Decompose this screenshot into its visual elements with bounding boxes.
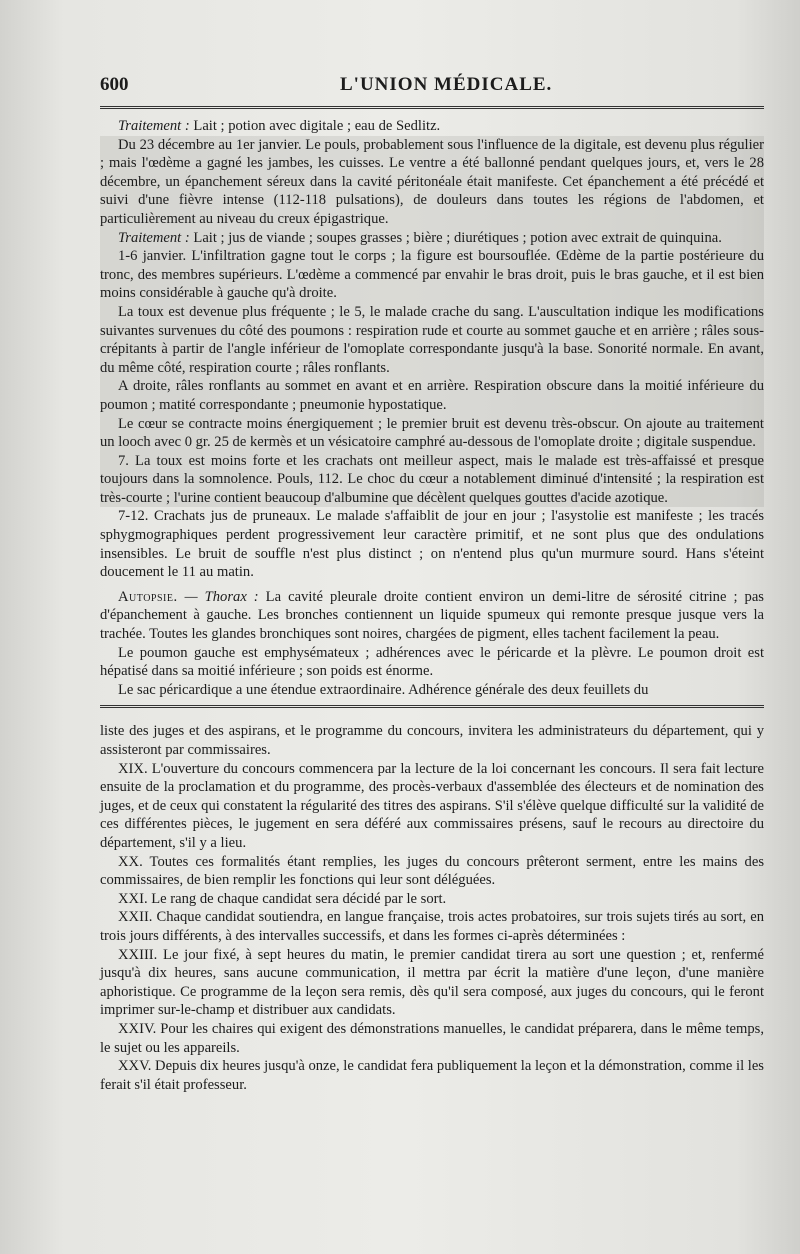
header-rule [100, 106, 764, 109]
paragraph [100, 377, 764, 414]
article-text: XIX. L'ouverture du concours commencera par la lecture de la loi concernant les concours. Il sera fait lecture ensuite de la proclamation et du programme, des procès-verbaux d'assemblée des électeurs et de nomination des juges, et de ceux qui constatent la régularité des titres des aspirans. S'il s'élève quelque difficulté sur la validité de ces différentes pièces, le jugement en sera déféré aux commissaires présens, sauf le recours au directoire du département, s'il y a lieu. [100, 760, 764, 851]
case-report-paragraphs [100, 117, 764, 582]
paragraph [100, 247, 764, 303]
decree-paragraphs [100, 722, 764, 1094]
section-divider [100, 705, 764, 708]
paragraph [100, 588, 764, 644]
page-number: 600 [100, 74, 129, 95]
page-header [100, 70, 764, 100]
paragraph-text: 7. La toux est moins forte et les crachats ont meilleur aspect, mais le malade est très-affaissé et presque toujours dans la somnolence. Pouls, 112. Le choc du cœur a notablement diminué d'intensité ; la respiration est très-courte ; l'urine contient beaucoup d'albumine que décèlent quelques gouttes d'acide azotique. [100, 452, 764, 506]
article-paragraph [100, 908, 764, 945]
paragraph [100, 644, 764, 681]
paragraph [100, 507, 764, 581]
article-text: XXI. Le rang de chaque candidat sera décidé par le sort. [118, 890, 447, 907]
article-text: XXIV. Pour les chaires qui exigent des démonstrations manuelles, le candidat préparera, dans le même temps, le sujet ou les appareils. [100, 1020, 764, 1056]
article-text: XX. Toutes ces formalités étant remplies, les juges du concours prêteront serment, entre les mains des commissaires, de bien remplir les fonctions qui leur sont déléguées. [100, 853, 764, 889]
paragraph-text: Le cœur se contracte moins énergiquement ; le premier bruit est devenu très-obscur. On ajoute au traitement un looch avec 0 gr. 25 de kermès et un vésicatoire camphré au-dessous de l'omoplate droite ; digitale suspendue. [100, 415, 764, 451]
article-text: XXV. Depuis dix heures jusqu'à onze, le candidat fera publiquement la leçon et la démonstration, comme il les ferait s'il était professeur. [100, 1058, 764, 1093]
decree-section [100, 722, 764, 1094]
article-paragraph [100, 722, 764, 759]
paragraph-text: Lait ; potion avec digitale ; eau de Sedlitz. [189, 118, 441, 134]
running-title: L'UNION MÉDICALE. [340, 74, 553, 95]
case-report-section [100, 117, 764, 699]
treatment-label: Traitement : [118, 229, 190, 246]
paragraph-text: A droite, râles ronflants au sommet en avant et en arrière. Respiration obscure dans la moitié inférieure du poumon ; matité correspondante ; pneumonie hypostatique. [100, 378, 764, 413]
autopsy-label: Autopsie. [118, 588, 178, 605]
article-text: liste des juges et des aspirans, et le programme du concours, invitera les administrateurs du département, qui y assisteront par commissaires. [100, 723, 764, 758]
paragraph-text: La toux est devenue plus fréquente ; le 5, le malade crache du sang. L'auscultation indique les modifications suivantes survenues du côté des poumons : respiration rude et courte au sommet gauche et en arrière ; râles sous-crépitants à partir de l'angle inférieur de l'omoplate correspondante jusqu'à la base. Sonorité normale. En avant, du même côté, respiration courte ; râles ronflants. [100, 303, 764, 376]
paragraph-text: Lait ; jus de viande ; soupes grasses ; bière ; diurétiques ; potion avec extrait de quinquina. [189, 229, 722, 246]
article-text: XXII. Chaque candidat soutiendra, en langue française, trois actes probatoires, sur trois sujets tirés au sort, en trois jours différents, à des intervalles successifs, et dans les formes ci-après déterminées : [100, 909, 764, 944]
paragraph [100, 415, 764, 452]
paragraph-text: Le poumon gauche est emphysémateux ; adhérences avec le péricarde et la plèvre. Le poumon droit est hépatisé dans sa moitié inférieure ; son poids est énorme. [100, 644, 764, 680]
thorax-label: — Thorax : [177, 588, 259, 605]
article-paragraph [100, 946, 764, 1020]
paragraph-text: Le sac péricardique a une étendue extraordinaire. Adhérence générale des deux feuillets du [118, 681, 649, 698]
paragraph-text: La cavité pleurale droite contient environ un demi-litre de sérosité citrine ; pas d'épanchement à gauche. Les bronches contiennent un liquide spumeux qui remonte presque jusque vers la trachée. Toutes les glandes bronchiques sont noires, chargées de pigment, elles tachent facilement la peau. [100, 588, 764, 643]
article-text: XXIII. Le jour fixé, à sept heures du matin, le premier candidat tirera au sort une question ; et, renfermé jusqu'à dix heures, sans aucune communication, il mettra par écrit la matière d'une leçon, d'une manière aphoristique. Ce programme de la leçon sera remis, dès qu'il sera composé, aux juges du concours, qui le feront imprimer sur-le-champ et distribuer aux candidats. [100, 946, 764, 1019]
paragraph [100, 229, 764, 248]
paragraph [100, 136, 764, 229]
article-paragraph [100, 853, 764, 890]
article-paragraph [100, 1020, 764, 1057]
article-paragraph [100, 760, 764, 853]
paragraph-text: 1-6 janvier. L'infiltration gagne tout le corps ; la figure est boursouflée. Œdème de la partie postérieure du tronc, des membres supérieurs. L'œdème a commencé par envahir le bras droit, puis le bras gauche, et il est bien moins considérable à gauche qu'à droite. [100, 248, 764, 302]
paragraph-text: 7-12. Crachats jus de pruneaux. Le malade s'affaiblit de jour en jour ; l'asystolie est manifeste ; les tracés sphygmographiques perdent progressivement leur caractère primitif, et ne sont plus que des ondulations insensibles. Le bruit de souffle n'est plus distinct ; on n'entend plus qu'un murmure sourd. Hans s'éteint doucement le 11 au matin. [100, 508, 764, 581]
paragraph [100, 681, 764, 700]
paragraph [100, 452, 764, 508]
autopsy-paragraphs [100, 588, 764, 700]
paragraph-text: Du 23 décembre au 1er janvier. Le pouls, probablement sous l'influence de la digitale, est devenu plus régulier ; mais l'œdème a gagné les jambes, les cuisses. Le ventre a été ballonné pendant quelques jours, et, vers le 28 décembre, un épanchement séreux dans la cavité péritonéale était manifeste. Cet épanchement a été précédé et suivi d'une fièvre intense (112-118 pulsations), de douleurs dans toutes les régions de l'abdomen, et particulièrement au niveau du creux épigastrique. [100, 136, 764, 227]
paragraph [100, 117, 764, 136]
article-paragraph [100, 1057, 764, 1094]
treatment-label: Traitement : [118, 118, 190, 134]
article-paragraph [100, 890, 764, 909]
paragraph [100, 303, 764, 377]
